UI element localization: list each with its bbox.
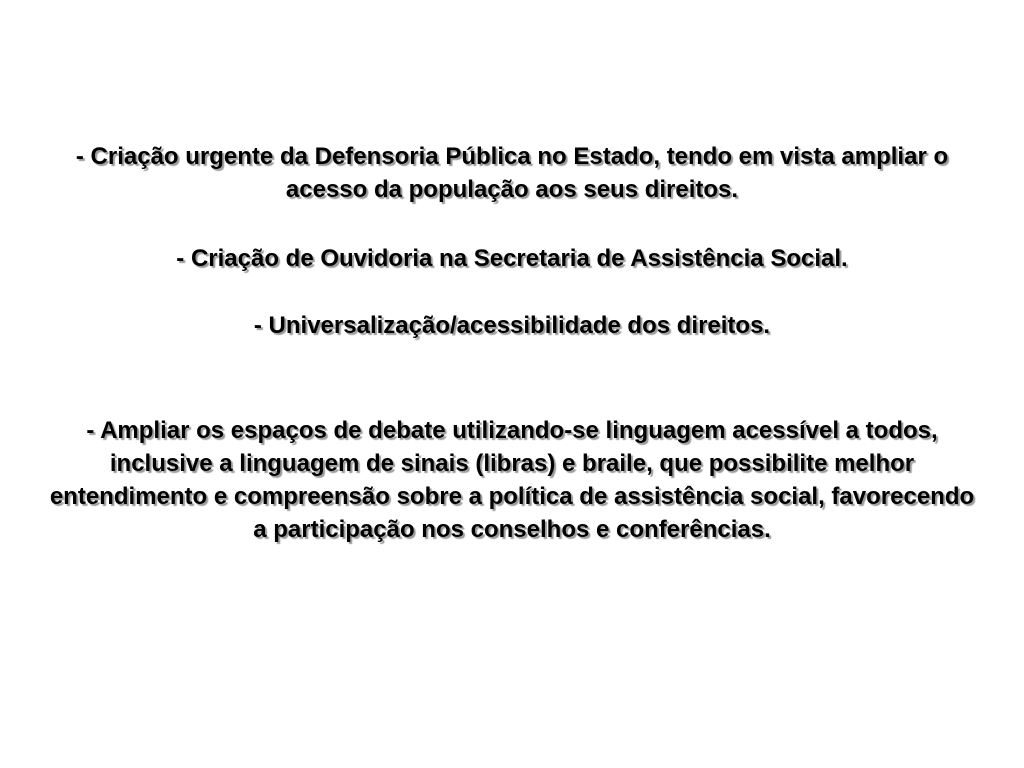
paragraph-ouvidoria: - Criação de Ouvidoria na Secretaria de Assistência Social. — [176, 245, 848, 272]
paragraph-universalizacao: - Universalização/acessibilidade dos direitos. — [253, 312, 771, 339]
paragraph-defensoria: - Criação urgente da Defensoria Pública no Estado, tendo em vista ampliar o acesso da população aos seus direitos. — [75, 143, 949, 203]
paragraph-ampliar-debate: - Ampliar os espaços de debate utilizando-se linguagem acessível a todos, inclusive a linguagem de sinais (libras) e braile, que possibilite melhor entendimento e compreensão sobre a política de assistência social, favorecendo a participação nos conselhos e conferências. — [49, 417, 975, 543]
